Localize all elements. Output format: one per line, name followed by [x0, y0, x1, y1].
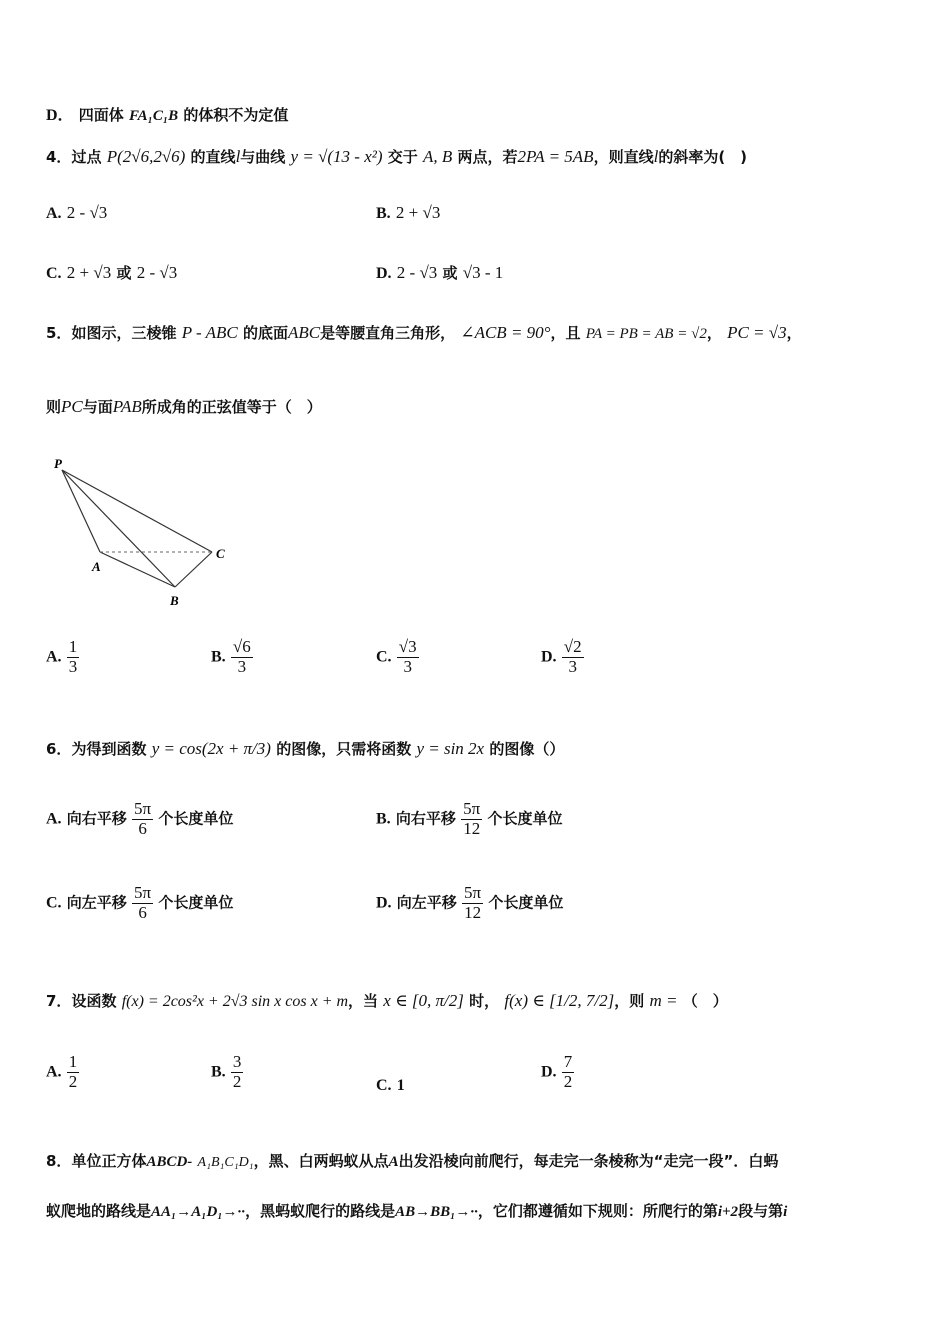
q4-text-2: 的直线 [190, 148, 236, 166]
option-value-b: 2 - √3 [136, 263, 178, 282]
q7-option-b[interactable] [211, 1053, 243, 1091]
numerator: 5π [464, 883, 482, 902]
q7-option-c[interactable] [376, 1076, 405, 1095]
edge-pc [62, 470, 212, 552]
q5-text-7: 则 [46, 398, 62, 416]
option-label: A. [46, 648, 62, 666]
segment-i: i [783, 1204, 788, 1220]
numerator: 5π [134, 883, 152, 902]
option-value-b: √3 - 1 [462, 263, 504, 282]
option-text-prefix: 四面体 [78, 106, 124, 124]
q4-option-d[interactable] [376, 262, 503, 283]
option-pre: 向右平移 [395, 809, 456, 828]
option-label: D. [541, 648, 557, 666]
length-pc: PC = √3 [727, 323, 787, 342]
q8-text-3: 出发沿棱向前爬行，每走完一条棱称为“走完一段”．白蚂 [398, 1152, 779, 1170]
q4-text-7: 的斜率为( ) [658, 148, 748, 166]
q6-text-2: 的图像，只需将函数 [276, 740, 412, 758]
q5-text-3: 是等腰直角三角形， [320, 324, 456, 342]
q4-text-1: 过点 [71, 148, 102, 166]
numerator: 1 [68, 1052, 78, 1071]
numerator: √3 [398, 637, 417, 656]
denominator: 3 [68, 656, 78, 676]
option-value: 2 - √3 [66, 203, 108, 222]
question-number: 7． [46, 992, 72, 1010]
option-label: A. [46, 205, 62, 222]
q8-text-5: ，黑蚂蚁爬行的路线是 [245, 1202, 396, 1220]
question-number: 4． [46, 148, 72, 166]
denominator: 3 [568, 656, 577, 676]
curve-equation: y = √(13 - x²) [290, 147, 383, 166]
q7-option-a[interactable] [46, 1053, 79, 1091]
option-value: 2 + √3 [395, 203, 441, 222]
fraction [132, 884, 153, 922]
function-f: f(x) = 2cos²x + 2√3 sin x cos x + m [121, 993, 349, 1010]
numerator: √2 [563, 637, 582, 656]
denominator: 12 [464, 902, 482, 922]
question-5-line-2 [46, 396, 322, 417]
numerator: 1 [68, 637, 78, 656]
condition: 2PA = 5AB [517, 147, 594, 166]
numerator: 5π [463, 799, 481, 818]
q4-text-5: 两点，若 [457, 148, 518, 166]
numerator: √6 [232, 637, 251, 656]
option-label: D． [46, 107, 74, 124]
angle-acb: ∠ACB = 90° [460, 323, 551, 342]
domain: x ∈ [0, π/2] [383, 991, 464, 1010]
fraction [397, 638, 419, 676]
fraction [562, 1053, 575, 1091]
target-function: y = cos(2x + π/3) [151, 739, 271, 758]
fraction [461, 800, 482, 838]
q6-text-1: 为得到函数 [71, 740, 147, 758]
label-c: C [216, 546, 225, 561]
q8-text-1: 单位正方体 [71, 1152, 147, 1170]
black-ant-path: AB→BB₁→·· [395, 1204, 478, 1220]
q7-option-d[interactable] [541, 1053, 574, 1091]
denominator: 12 [463, 818, 481, 838]
option-label: D. [376, 894, 392, 912]
source-function: y = sin 2x [416, 739, 485, 758]
q4-text-6: ，则直线 [593, 148, 654, 166]
option-post: 个长度单位 [488, 893, 564, 912]
base-abc: ABC [287, 323, 321, 342]
q6-option-c[interactable] [46, 884, 233, 922]
option-label: D. [541, 1063, 557, 1081]
equal-lengths: PA = PB = AB = √2 [585, 326, 707, 342]
option-label: C. [46, 894, 62, 912]
option-value: 1 [396, 1077, 405, 1094]
cube-name-top: A₁B₁C₁D₁ [197, 1155, 254, 1170]
denominator: 3 [237, 656, 247, 676]
option-label: A. [46, 810, 62, 828]
numerator: 5π [134, 799, 152, 818]
option-label: D. [376, 265, 392, 282]
q7-text-2: ，当 [348, 992, 379, 1010]
denominator: 2 [232, 1071, 242, 1091]
q7-text-5: （ ） [682, 992, 728, 1010]
line-l-2: l [653, 147, 659, 166]
edge-pb [62, 470, 175, 587]
segment-pc: PC [61, 397, 83, 416]
fraction [67, 1053, 80, 1091]
segment-i-plus-2: i+2 [717, 1204, 739, 1220]
m-equals: m = [649, 991, 678, 1010]
q4-text-4: 交于 [387, 148, 418, 166]
option-label: B. [211, 1063, 226, 1081]
q7-text-3: 时， [469, 992, 500, 1010]
denominator: 6 [138, 902, 147, 922]
points-ab: A, B [423, 147, 453, 166]
numerator: 3 [232, 1052, 242, 1071]
fraction [231, 1053, 244, 1091]
denominator: 2 [68, 1071, 78, 1091]
q5-text-2: 的底面 [242, 324, 288, 342]
edge-bc [175, 552, 212, 587]
q7-text-4: ，则 [614, 992, 645, 1010]
option-label: B. [376, 810, 391, 828]
question-8-line-2 [46, 1200, 787, 1221]
q4-option-c[interactable] [46, 262, 177, 283]
q5-text-5: ， [706, 324, 722, 342]
denominator: 6 [138, 818, 147, 838]
line-l: l [235, 147, 241, 166]
option-label: C. [46, 265, 62, 282]
option-pre: 向右平移 [66, 809, 127, 828]
range: f(x) ∈ [1/2, 7/2] [504, 991, 615, 1010]
tetrahedron-name: FA₁C₁B [129, 108, 179, 124]
cube-name: ABCD- [146, 1154, 193, 1170]
edge-pa [62, 470, 100, 552]
option-label: B. [376, 205, 391, 222]
fraction [231, 638, 253, 676]
q8-text-6: ，它们都遵循如下规则：所爬行的第 [477, 1202, 718, 1220]
question-6 [46, 738, 564, 759]
label-a: A [92, 559, 101, 574]
or-text: 或 [116, 264, 132, 282]
question-7 [46, 990, 728, 1011]
option-value-a: 2 + √3 [66, 263, 112, 282]
question-5 [46, 322, 802, 343]
fraction [562, 638, 584, 676]
question-4 [46, 146, 747, 167]
option-label: C. [376, 648, 392, 666]
question-8 [46, 1150, 778, 1171]
denominator: 2 [563, 1071, 573, 1091]
q6-option-b[interactable] [376, 800, 563, 838]
q5-option-c[interactable] [376, 638, 419, 676]
q6-text-3: 的图像（） [489, 740, 565, 758]
option-value-a: 2 - √3 [396, 263, 438, 282]
q4-option-b[interactable] [376, 203, 440, 223]
option-post: 个长度单位 [158, 893, 234, 912]
q4-text-3: 与曲线 [240, 148, 286, 166]
q3-option-d [46, 102, 288, 125]
q8-text-2: ，黑、白两蚂蚁从点 [253, 1152, 389, 1170]
numerator: 7 [563, 1052, 573, 1071]
point-p: P(2√6,2√6) [106, 147, 186, 166]
q5-text-4: ，且 [550, 324, 581, 342]
fraction [67, 638, 80, 676]
q7-text-1: 设函数 [71, 992, 117, 1010]
q5-text-9: 所成角的正弦值等于（ ） [141, 398, 322, 416]
label-p: P [54, 456, 62, 471]
option-text-suffix: 的体积不为定值 [183, 106, 289, 124]
q4-option-a[interactable] [46, 203, 107, 223]
q5-option-b[interactable] [211, 638, 253, 676]
option-label: C. [376, 1077, 392, 1094]
option-label: A. [46, 1063, 62, 1081]
q5-option-d[interactable] [541, 638, 584, 676]
pyramid-figure [40, 452, 240, 612]
plane-pab: PAB [112, 397, 142, 416]
q5-option-a[interactable] [46, 638, 79, 676]
q8-text-7: 段与第 [738, 1202, 784, 1220]
option-post: 个长度单位 [158, 809, 234, 828]
option-pre: 向左平移 [66, 893, 127, 912]
label-b: B [170, 593, 179, 608]
q5-text-6: ， [786, 324, 802, 342]
q6-option-d[interactable] [376, 884, 563, 922]
point-a: A [388, 1154, 399, 1170]
option-label: B. [211, 648, 226, 666]
denominator: 3 [403, 656, 412, 676]
pyramid-name: P - ABC [181, 323, 238, 342]
or-text: 或 [442, 264, 458, 282]
fraction [462, 884, 483, 922]
edge-ab [100, 552, 175, 587]
question-number: 5． [46, 324, 72, 342]
q5-text-1: 如图示，三棱锥 [71, 324, 177, 342]
question-number: 8． [46, 1152, 72, 1170]
q8-text-4: 蚁爬地的路线是 [46, 1202, 152, 1220]
option-post: 个长度单位 [487, 809, 563, 828]
question-number: 6． [46, 740, 72, 758]
q5-text-8: 与面 [82, 398, 113, 416]
option-pre: 向左平移 [396, 893, 457, 912]
q6-option-a[interactable] [46, 800, 233, 838]
white-ant-path: AA₁→A₁D₁→·· [151, 1204, 246, 1220]
fraction [132, 800, 153, 838]
